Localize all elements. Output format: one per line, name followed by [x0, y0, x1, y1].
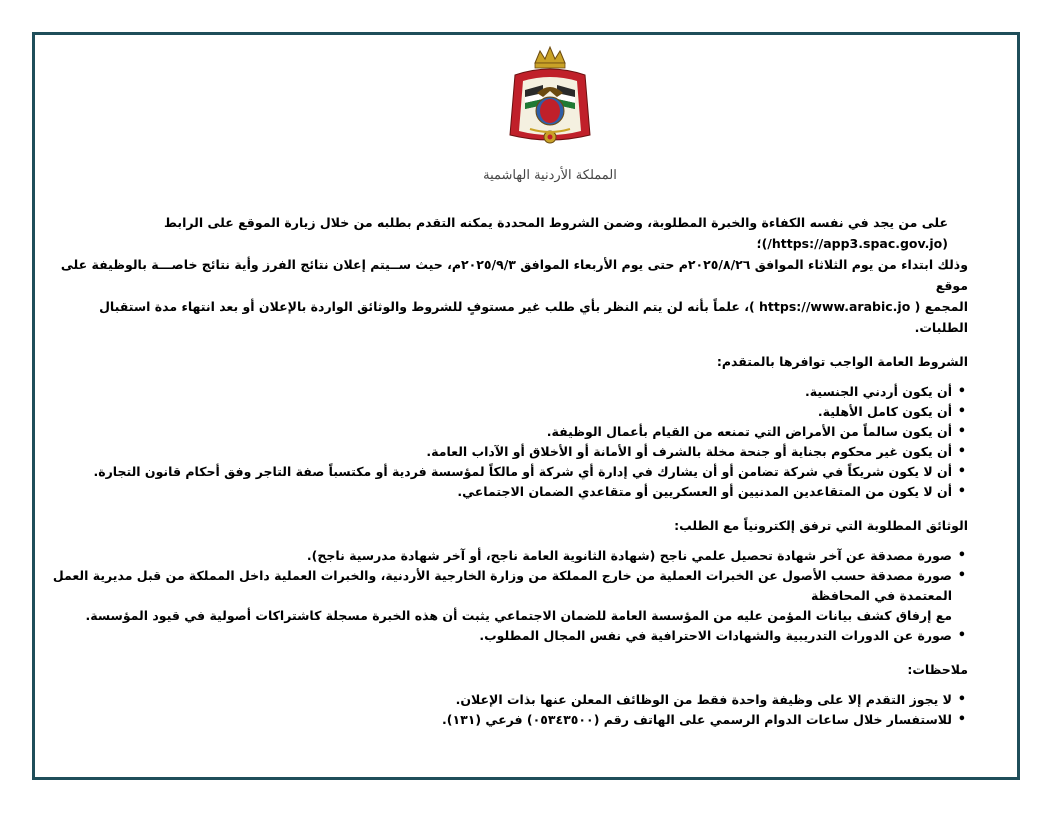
list-item: • أن يكون أردني الجنسية. [50, 382, 952, 402]
list-item: • أن يكون سالماً من الأمراض التي تمنعه من القيام بأعمال الوظيفة. [50, 422, 952, 442]
documents-title: الوثائق المطلوبة التي ترفق إلكترونياً مع الطلب: [674, 518, 968, 533]
document-item-line-2: مع إرفاق كشف بيانات المؤمن عليه من المؤسسة العامة للضمان الاجتماعي يثبت أن هذه الخبرة مسجلة كاشتراكات أصولية في قيود المؤسسة. [85, 608, 952, 623]
jordan-coat-of-arms-icon [495, 45, 605, 155]
notes-list [50, 690, 968, 730]
list-item: • للاستفسار خلال ساعات الدوام الرسمي على الهاتف رقم (٠٥٣٤٣٥٠٠) فرعي (١٣١). [50, 710, 952, 730]
list-item: • صورة مصدقة عن آخر شهادة تحصيل علمي ناجح (شهادة الثانوية العامة ناجح، أو آخر شهادة مدرسية ناجح). [50, 546, 952, 566]
list-item: • لا يجوز التقدم إلا على وظيفة واحدة فقط من الوظائف المعلن عنها بذات الإعلان. [50, 690, 952, 710]
list-item: • أن يكون غير محكوم بجناية أو جنحة مخلة بالشرف أو الأمانة أو الأخلاق أو الآداب العامة. [50, 442, 952, 462]
intro-line-1: على من يجد في نفسه الكفاءة والخبرة المطلوبة، وضمن الشروط المحددة يمكنه التقدم بطلبه من خلال زيارة الموقع على الرابط (https://app3.spac.gov.jo/)؛ [164, 215, 948, 251]
intro-paragraph [50, 212, 968, 338]
intro-line-2: وذلك ابتداء من يوم الثلاثاء الموافق ٢٠٢٥/٨/٢٦م حتى يوم الأربعاء الموافق ٢٠٢٥/٩/٣م، حيث ســيتم إعلان نتائج الفرز وأية نتائج خاصـــة بالوظيفة على موقع [60, 257, 968, 293]
document-item-line-1: • صورة مصدقة حسب الأصول عن الخبرات العملية من خارج المملكة من وزارة الخارجية الأردنية، والخبرات العملية داخل المملكة من قبل مديرية العمل المعتمدة في المحافظة [52, 568, 952, 603]
list-item: • أن لا يكون شريكاً في شركة تضامن أو أن يشارك في إدارة أي شركة أو مالكاً لمؤسسة فردية أو مكتسباً صفة التاجر وفق أحكام قانون التجارة. [50, 462, 952, 482]
conditions-list [50, 382, 968, 502]
documents-list [50, 546, 968, 646]
emblem-caption: المملكة الأردنية الهاشمية [483, 168, 617, 183]
intro-line-3: المجمع ( https://www.arabic.jo )، علماً بأنه لن يتم النظر بأي طلب غير مستوفٍ للشروط والوثائق الواردة بالإعلان أو بعد انتهاء مدة استقبال الطلبات. [99, 299, 968, 335]
list-item: • أن لا يكون من المتقاعدين المدنيين أو العسكريين أو متقاعدي الضمان الاجتماعي. [50, 482, 952, 502]
list-item: • أن يكون كامل الأهلية. [50, 402, 952, 422]
conditions-title: الشروط العامة الواجب توافرها بالمتقدم: [716, 354, 968, 369]
list-item [50, 566, 952, 626]
announcement-body [50, 212, 968, 730]
notes-title: ملاحظات: [907, 662, 968, 677]
list-item: • صورة عن الدورات التدريبية والشهادات الاحترافية في نفس المجال المطلوب. [50, 626, 952, 646]
